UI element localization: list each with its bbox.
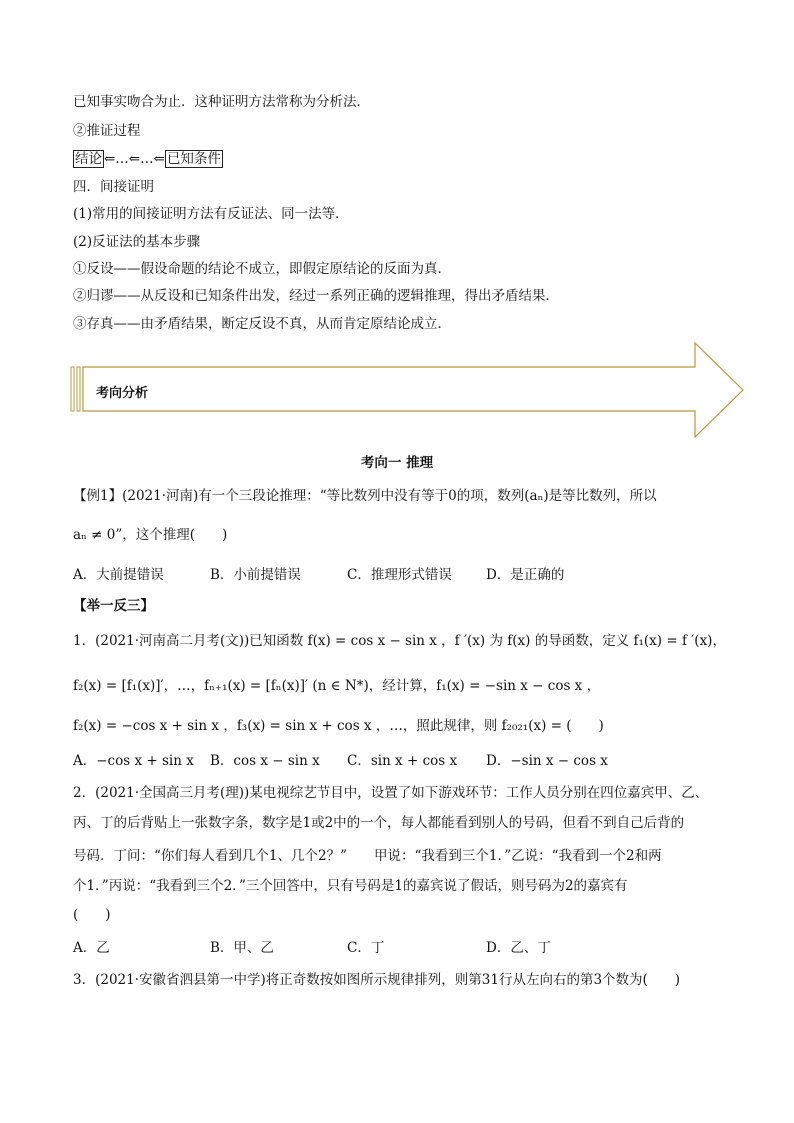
q1-line-3: f₂(x) = −cos x + sin x ，f₃(x) = sin x + cos x ，…，照此规律，则 f₂₀₂₁(x) = ( ): [73, 718, 604, 734]
intro-line-6: (2)反证法的基本步骤: [73, 234, 201, 250]
boxed-conclusion: 结论: [75, 151, 102, 167]
boxed-known-condition: 已知条件: [166, 151, 221, 167]
q2-option-c: C．丁: [347, 940, 385, 956]
example1-option-b: B．小前提错误: [210, 567, 301, 583]
practice-heading: 【举一反三】: [73, 598, 154, 614]
example1-option-c: C．推理形式错误: [347, 567, 452, 583]
intro-line-8: ②归谬——从反设和已知条件出发，经过一系列正确的逻辑推理，得出矛盾结果．: [73, 288, 559, 304]
example1-line-2: aₙ ≠ 0”，这个推理( ): [73, 527, 228, 543]
q1-option-d: D．−sin x − cos x: [486, 753, 608, 769]
q2-option-b: B．甲、乙: [210, 940, 274, 956]
intro-line-3: [73, 149, 223, 169]
q2-line-4: 个1．”丙说：“我看到三个2．”三个回答中，只有号码是1的嘉宾说了假话，则号码为2的嘉宾有: [73, 878, 628, 894]
arrow-chain: ⇐…⇐…⇐: [104, 151, 165, 167]
q2-line-3: 号码．丁问：“你们每人看到几个1、几个2？” 甲说：“我看到三个1．”乙说：“我看到一个2和两: [73, 848, 662, 864]
intro-line-5: (1)常用的间接证明方法有反证法、同一法等．: [73, 206, 349, 222]
q1-line-2: f₂(x) = [f₁(x)]′，…，fₙ₊₁(x) = [fₙ(x)]′ (n ∈ N*)，经计算，f₁(x) = −sin x − cos x ，: [73, 678, 601, 694]
q2-line-5: ( ): [73, 907, 111, 923]
example1-option-d: D．是正确的: [486, 567, 565, 583]
section-title: 考向一 推理: [360, 455, 434, 471]
q1-option-b: B．cos x − sin x: [210, 753, 320, 769]
intro-line-1: 已知事实吻合为止．这种证明方法常称为分析法．: [73, 94, 370, 110]
q2-option-a: A．乙: [73, 940, 110, 956]
section-banner-arrow: [70, 342, 746, 438]
intro-line-4: 四．间接证明: [73, 179, 154, 195]
q1-option-a: A．−cos x + sin x: [73, 753, 194, 769]
q2-line-2: 丙、丁的后背贴上一张数字条，数字是1或2中的一个，每人都能看到别人的号码，但看不到自己后背的: [73, 815, 685, 831]
q1-line-1: 1．(2021·河南高二月考(文))已知函数 f(x) = cos x − sin x ，f ′(x) 为 f(x) 的导函数，定义 f₁(x) = f ′(x)，: [73, 633, 726, 649]
q1-option-c: C．sin x + cos x: [347, 753, 458, 769]
intro-line-2: ②推证过程: [73, 123, 141, 139]
intro-line-9: ③存真——由矛盾结果，断定反设不真，从而肯定原结论成立．: [73, 316, 451, 332]
q3-line-1: 3．(2021·安徽省泗县第一中学)将正奇数按如图所示规律排列，则第31行从左向右的第3个数为( ): [73, 972, 681, 988]
q2-option-d: D．乙、丁: [486, 940, 551, 956]
banner-label: 考向分析: [96, 386, 149, 401]
intro-line-7: ①反设——假设命题的结论不成立，即假定原结论的反面为真．: [73, 261, 451, 277]
example1-option-a: A．大前提错误: [73, 567, 164, 583]
q2-line-1: 2．(2021·全国高三月考(理))某电视综艺节目中，设置了如下游戏环节：工作人员分别在四位嘉宾甲、乙、: [73, 785, 709, 801]
example1-line-1: 【例1】(2021·河南)有一个三段论推理：“等比数列中没有等于0的项，数列(aₙ)是等比数列，所以: [73, 488, 657, 504]
